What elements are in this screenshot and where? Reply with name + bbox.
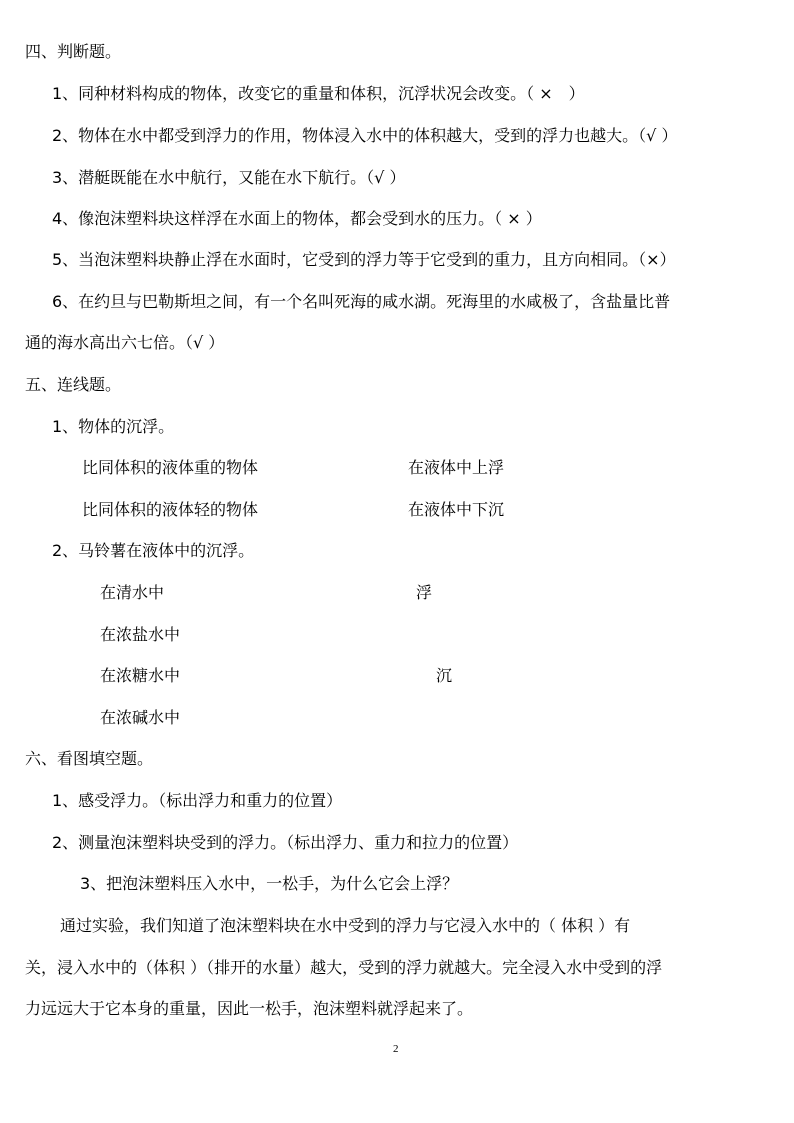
match-q1-title: 1、物体的沉浮。 <box>52 417 175 436</box>
answer-line-1: 通过实验，我们知道了泡沫塑料块在水中受到的浮力与它浸入水中的（ 体积 ）有 <box>60 916 631 935</box>
figure-q3: 3、把泡沫塑料压入水中，一松手，为什么它会上浮？ <box>80 874 459 893</box>
judge-q2: 2、物体在水中都受到浮力的作用，物体浸入水中的体积越大，受到的浮力也越大。（√ ） <box>52 126 678 145</box>
figure-q2: 2、测量泡沫塑料块受到的浮力。（标出浮力、重力和拉力的位置） <box>52 833 519 852</box>
match-q2-left-3: 在浓糖水中 <box>100 666 181 685</box>
match-q1-right-1: 在液体中上浮 <box>408 458 505 477</box>
judge-q6-line1: 6、在约旦与巴勒斯坦之间，有一个名叫死海的咸水湖。死海里的水咸极了，含盐量比普 <box>52 292 671 311</box>
match-q1-left-2: 比同体积的液体轻的物体 <box>82 500 259 519</box>
match-q2-left-2: 在浓盐水中 <box>100 625 181 644</box>
answer-line-3: 力远远大于它本身的重量，因此一松手，泡沫塑料就浮起来了。 <box>25 999 474 1018</box>
match-q1-left-1: 比同体积的液体重的物体 <box>82 458 259 477</box>
answer-line-2: 关，浸入水中的（体积 ）（排开的水量）越大，受到的浮力就越大。完全浸入水中受到的浮 <box>25 958 663 977</box>
judge-q6-line2: 通的海水高出六七倍。（√ ） <box>25 333 225 352</box>
match-q2-title: 2、马铃薯在液体中的沉浮。 <box>52 541 255 560</box>
figure-q1: 1、感受浮力。（标出浮力和重力的位置） <box>52 791 343 810</box>
match-q2-left-1: 在清水中 <box>100 583 165 602</box>
match-q2-right-1: 浮 <box>416 583 433 602</box>
judge-q3: 3、潜艇既能在水中航行，又能在水下航行。（√ ） <box>52 168 406 187</box>
judge-q4: 4、像泡沫塑料块这样浮在水面上的物体，都会受到水的压力。（ × ） <box>52 209 542 228</box>
section-4-title: 四、判断题。 <box>25 42 122 61</box>
judge-q1: 1、同种材料构成的物体，改变它的重量和体积，沉浮状况会改变。（ × ） <box>52 84 585 103</box>
section-5-title: 五、连线题。 <box>25 375 122 394</box>
judge-q5: 5、当泡沫塑料块静止浮在水面时，它受到的浮力等于它受到的重力，且方向相同。（×） <box>52 250 676 269</box>
match-q2-left-4: 在浓碱水中 <box>100 708 181 727</box>
page-number: 2 <box>393 1043 399 1055</box>
section-6-title: 六、看图填空题。 <box>25 749 154 768</box>
match-q2-right-2: 沉 <box>436 666 453 685</box>
match-q1-right-2: 在液体中下沉 <box>408 500 505 519</box>
